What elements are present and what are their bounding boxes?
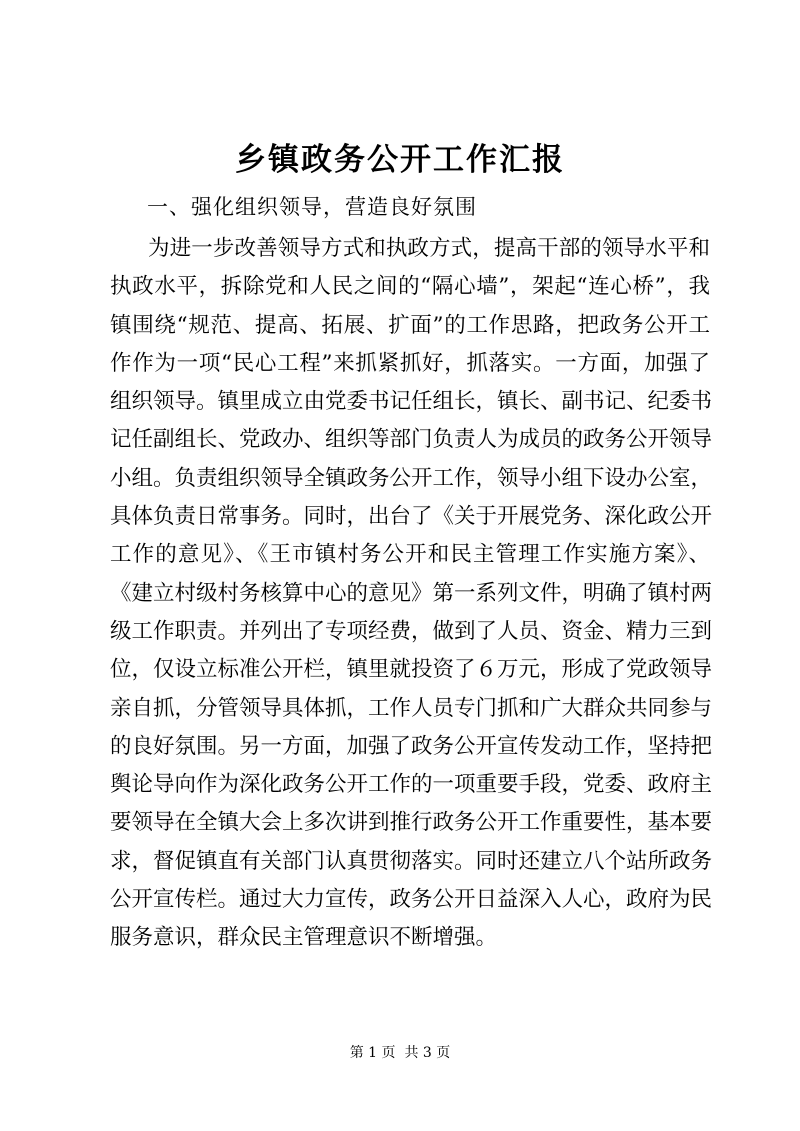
- paragraph-line: 的良好氛围。另一方面，加强了政务公开宣传发动工作，坚持把: [110, 733, 713, 759]
- paragraph-line: 作作为一项“民心工程”来抓紧抓好，抓落实。一方面，加强了: [110, 350, 710, 376]
- page-number: 第 1 页 共 3 页: [349, 1045, 451, 1061]
- paragraph-line: 公开宣传栏。通过大力宣传，政务公开日益深入人心，政府为民: [110, 887, 713, 913]
- paragraph-line: 位，仅设立标准公开栏，镇里就投资了６万元，形成了党政领导: [110, 657, 713, 683]
- page-footer: [0, 1043, 800, 1063]
- paragraph-line: 镇围绕“规范、提高、拓展、扩面”的工作思路，把政务公开工: [110, 312, 710, 338]
- paragraph-line: 服务意识，群众民主管理意识不断增强。: [110, 925, 498, 951]
- paragraph-line: 级工作职责。并列出了专项经费，做到了人员、资金、精力三到: [110, 618, 713, 644]
- paragraph-line: 要领导在全镇大会上多次讲到推行政务公开工作重要性，基本要: [110, 810, 713, 836]
- paragraph-line: 小组。负责组织领导全镇政务公开工作，领导小组下设办公室，: [110, 465, 713, 491]
- paragraph-line: 组织领导。镇里成立由党委书记任组长，镇长、副书记、纪委书: [110, 389, 713, 415]
- paragraph-line: 具体负责日常事务。同时，出台了《关于开展党务、深化政公开: [110, 504, 713, 530]
- paragraph-line: 记任副组长、党政办、组织等部门负责人为成员的政务公开领导: [110, 427, 713, 453]
- section-heading: 一、强化组织领导，营造良好氛围: [147, 195, 477, 219]
- paragraph-line: 亲自抓，分管领导具体抓，工作人员专门抓和广大群众共同参与: [110, 695, 713, 721]
- document-title: 乡镇政务公开工作汇报: [235, 142, 565, 178]
- paragraph-line: 为进一步改善领导方式和执政方式，提高干部的领导水平和: [148, 236, 710, 261]
- paragraph-line: 执政水平，拆除党和人民之间的“隔心墙”，架起“连心桥”，我: [110, 274, 710, 300]
- paragraph-line: 舆论导向作为深化政务公开工作的一项重要手段，党委、政府主: [110, 772, 713, 798]
- paragraph-line: 工作的意见》、《王市镇村务公开和民主管理工作实施方案》、: [110, 542, 710, 568]
- paragraph-line: 《建立村级村务核算中心的意见》第一系列文件，明确了镇村两: [110, 580, 713, 606]
- body-paragraph: [110, 230, 713, 958]
- paragraph-line: 求，督促镇直有关部门认真贯彻落实。同时还建立八个站所政务: [110, 848, 713, 874]
